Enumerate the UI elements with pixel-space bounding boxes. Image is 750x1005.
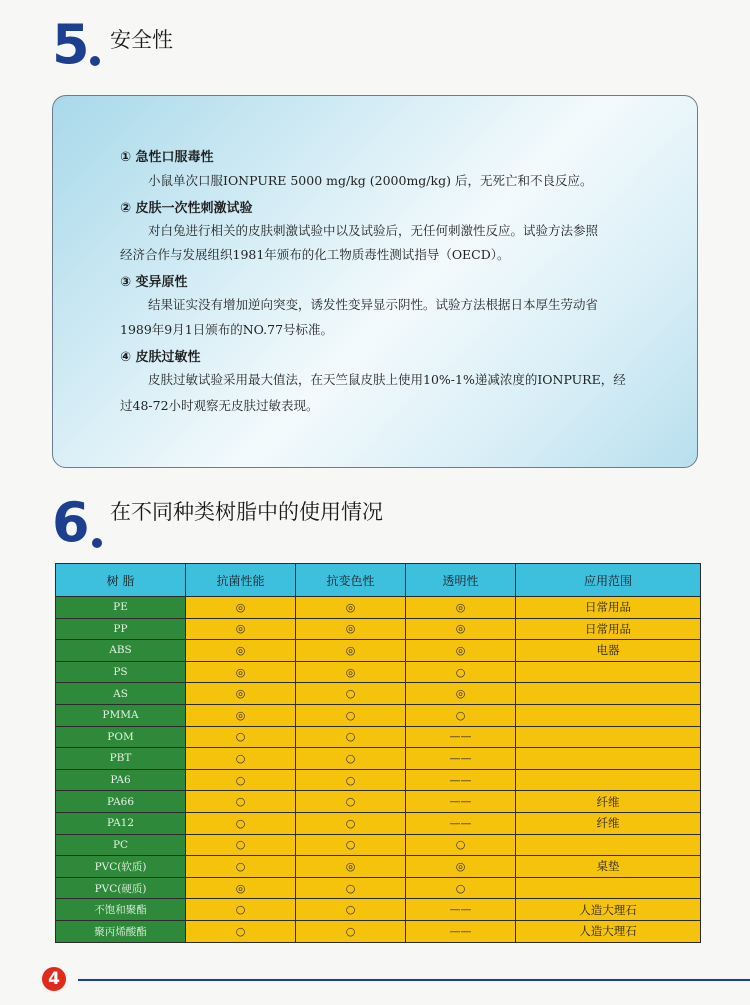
cell-transparency: —— bbox=[406, 769, 516, 791]
safety-item-4-line-1: 皮肤过敏试验采用最大值法，在天竺鼠皮肤上使用10%-1%递减浓度的IONPURE，经 bbox=[148, 372, 626, 387]
cell-anti-discoloration: ○ bbox=[296, 704, 406, 726]
header-resin: 树 脂 bbox=[56, 564, 186, 597]
table-row bbox=[56, 640, 701, 662]
section-5-dot bbox=[90, 56, 100, 66]
table-header-row bbox=[56, 564, 701, 597]
cell-transparency: ◎ bbox=[406, 618, 516, 640]
safety-item-4-line-2: 过48-72小时观察无皮肤过敏表现。 bbox=[120, 398, 319, 413]
cell-anti-discoloration: ◎ bbox=[296, 856, 406, 878]
header-antibacterial: 抗菌性能 bbox=[186, 564, 296, 597]
cell-anti-discoloration: ◎ bbox=[296, 640, 406, 662]
cell-transparency: ○ bbox=[406, 877, 516, 899]
cell-transparency: —— bbox=[406, 899, 516, 921]
table-row bbox=[56, 704, 701, 726]
cell-anti-discoloration: ○ bbox=[296, 748, 406, 770]
cell-antibacterial: ○ bbox=[186, 769, 296, 791]
safety-item-heading-1: ① 急性口服毒性 bbox=[120, 150, 214, 165]
section-5-title: 安全性 bbox=[110, 28, 173, 52]
cell-application bbox=[516, 704, 701, 726]
cell-application bbox=[516, 661, 701, 683]
cell-transparency: ◎ bbox=[406, 640, 516, 662]
table-row bbox=[56, 661, 701, 683]
cell-application: 日常用品 bbox=[516, 618, 701, 640]
cell-resin: PMMA bbox=[56, 704, 186, 726]
table-row bbox=[56, 618, 701, 640]
cell-application bbox=[516, 748, 701, 770]
cell-resin: AS bbox=[56, 683, 186, 705]
cell-transparency: —— bbox=[406, 812, 516, 834]
safety-item-2-line-2: 经济合作与发展组织1981年颁布的化工物质毒性测试指导（OECD）。 bbox=[120, 247, 510, 262]
cell-application: 纤维 bbox=[516, 812, 701, 834]
cell-antibacterial: ◎ bbox=[186, 683, 296, 705]
table-row bbox=[56, 834, 701, 856]
cell-anti-discoloration: ○ bbox=[296, 769, 406, 791]
safety-item-3-line-1: 结果证实没有增加逆向突变，诱发性变异显示阴性。试验方法根据日本厚生劳动省 bbox=[148, 297, 599, 312]
cell-resin: PS bbox=[56, 661, 186, 683]
header-anti-discoloration: 抗变色性 bbox=[296, 564, 406, 597]
safety-item-2-line-1: 对白兔进行相关的皮肤刺激试验中以及试验后，无任何刺激性反应。试验方法参照 bbox=[148, 223, 599, 238]
cell-anti-discoloration: ○ bbox=[296, 920, 406, 942]
cell-anti-discoloration: ○ bbox=[296, 726, 406, 748]
section-6-title: 在不同种类树脂中的使用情况 bbox=[110, 500, 383, 524]
cell-anti-discoloration: ○ bbox=[296, 899, 406, 921]
cell-antibacterial: ◎ bbox=[186, 661, 296, 683]
safety-item-3-line-2: 1989年9月1日颁布的NO.77号标准。 bbox=[120, 322, 334, 337]
cell-antibacterial: ○ bbox=[186, 748, 296, 770]
cell-anti-discoloration: ◎ bbox=[296, 661, 406, 683]
table-row bbox=[56, 856, 701, 878]
table-row bbox=[56, 812, 701, 834]
cell-resin: 聚丙烯酸酯 bbox=[56, 920, 186, 942]
safety-item-1-line-1: 小鼠单次口服IONPURE 5000 mg/kg (2000mg/kg) 后，无死亡和不良反应。 bbox=[148, 173, 593, 188]
cell-resin: PA6 bbox=[56, 769, 186, 791]
cell-transparency: ○ bbox=[406, 661, 516, 683]
cell-transparency: ◎ bbox=[406, 856, 516, 878]
cell-antibacterial: ○ bbox=[186, 856, 296, 878]
cell-antibacterial: ○ bbox=[186, 920, 296, 942]
header-application: 应用范围 bbox=[516, 564, 701, 597]
cell-transparency: ○ bbox=[406, 704, 516, 726]
cell-resin: PVC(硬质) bbox=[56, 877, 186, 899]
cell-resin: 不饱和聚酯 bbox=[56, 899, 186, 921]
section-6-dot bbox=[92, 538, 102, 548]
safety-item-heading-4: ④ 皮肤过敏性 bbox=[120, 350, 201, 365]
cell-anti-discoloration: ◎ bbox=[296, 597, 406, 619]
cell-application: 纤维 bbox=[516, 791, 701, 813]
table-row bbox=[56, 791, 701, 813]
header-transparency: 透明性 bbox=[406, 564, 516, 597]
cell-application: 人造大理石 bbox=[516, 899, 701, 921]
cell-anti-discoloration: ○ bbox=[296, 791, 406, 813]
footer-rule bbox=[78, 979, 750, 981]
cell-transparency: —— bbox=[406, 726, 516, 748]
cell-resin: PBT bbox=[56, 748, 186, 770]
table-body bbox=[56, 597, 701, 943]
cell-application bbox=[516, 877, 701, 899]
cell-resin: PA66 bbox=[56, 791, 186, 813]
cell-anti-discoloration: ○ bbox=[296, 877, 406, 899]
table-row bbox=[56, 597, 701, 619]
cell-resin: POM bbox=[56, 726, 186, 748]
safety-item-heading-2: ② 皮肤一次性刺激试验 bbox=[120, 201, 253, 216]
cell-transparency: ◎ bbox=[406, 683, 516, 705]
cell-application bbox=[516, 726, 701, 748]
cell-resin: PVC(软质) bbox=[56, 856, 186, 878]
cell-application: 桌垫 bbox=[516, 856, 701, 878]
cell-transparency: —— bbox=[406, 920, 516, 942]
cell-transparency: ◎ bbox=[406, 597, 516, 619]
cell-anti-discoloration: ○ bbox=[296, 812, 406, 834]
cell-transparency: —— bbox=[406, 748, 516, 770]
page-number-badge: 4 bbox=[42, 967, 66, 991]
cell-antibacterial: ○ bbox=[186, 834, 296, 856]
section-5-number: 5 bbox=[52, 13, 90, 76]
cell-anti-discoloration: ○ bbox=[296, 834, 406, 856]
cell-application bbox=[516, 769, 701, 791]
table-row bbox=[56, 683, 701, 705]
table-row bbox=[56, 748, 701, 770]
cell-antibacterial: ◎ bbox=[186, 597, 296, 619]
cell-antibacterial: ◎ bbox=[186, 877, 296, 899]
cell-antibacterial: ◎ bbox=[186, 704, 296, 726]
cell-transparency: ○ bbox=[406, 834, 516, 856]
resin-usage-table bbox=[55, 563, 701, 943]
table-row bbox=[56, 877, 701, 899]
table-row bbox=[56, 920, 701, 942]
safety-item-heading-3: ③ 变异原性 bbox=[120, 275, 188, 290]
cell-anti-discoloration: ◎ bbox=[296, 618, 406, 640]
table-row bbox=[56, 726, 701, 748]
cell-application bbox=[516, 683, 701, 705]
cell-application bbox=[516, 834, 701, 856]
cell-antibacterial: ◎ bbox=[186, 618, 296, 640]
cell-application: 人造大理石 bbox=[516, 920, 701, 942]
cell-antibacterial: ○ bbox=[186, 791, 296, 813]
cell-transparency: —— bbox=[406, 791, 516, 813]
cell-application: 电器 bbox=[516, 640, 701, 662]
cell-antibacterial: ○ bbox=[186, 899, 296, 921]
cell-antibacterial: ○ bbox=[186, 726, 296, 748]
cell-resin: ABS bbox=[56, 640, 186, 662]
cell-anti-discoloration: ○ bbox=[296, 683, 406, 705]
section-6-number: 6 bbox=[52, 491, 90, 554]
cell-resin: PP bbox=[56, 618, 186, 640]
cell-resin: PC bbox=[56, 834, 186, 856]
cell-resin: PA12 bbox=[56, 812, 186, 834]
table-row bbox=[56, 769, 701, 791]
cell-antibacterial: ◎ bbox=[186, 640, 296, 662]
cell-application: 日常用品 bbox=[516, 597, 701, 619]
table-row bbox=[56, 899, 701, 921]
cell-antibacterial: ○ bbox=[186, 812, 296, 834]
cell-resin: PE bbox=[56, 597, 186, 619]
